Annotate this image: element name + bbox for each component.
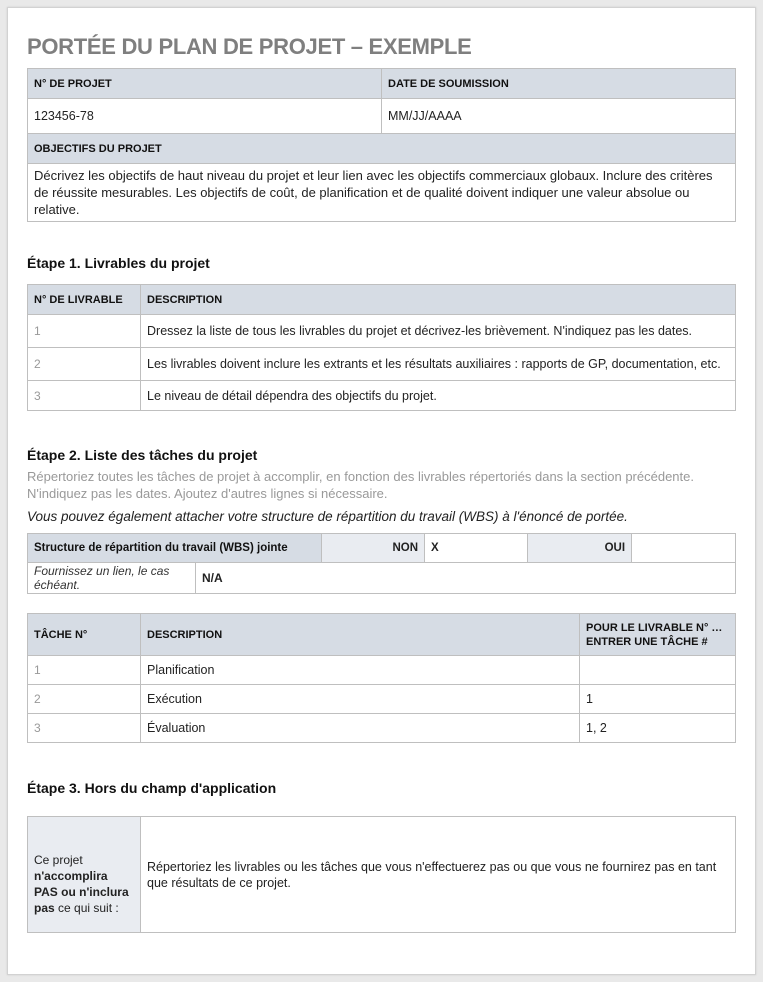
table-row <box>28 714 736 743</box>
task-no: 2 <box>28 685 141 714</box>
task-description[interactable]: Exécution <box>141 685 580 714</box>
out-of-scope-label-bold: n'accomplira PAS ou n'inclura pas <box>34 868 129 915</box>
wbs-note: Vous pouvez également attacher votre structure de répartition du travail (WBS) à l'énoncé de portée. <box>27 509 628 524</box>
deliverable-description[interactable]: Dressez la liste de tous les livrables du projet et décrivez-les brièvement. N'indiquez pas les dates. <box>141 315 736 348</box>
task-no-header: TÂCHE N° <box>28 614 141 656</box>
page-title: PORTÉE DU PLAN DE PROJET – EXEMPLE <box>27 34 472 59</box>
task-deliverable-header: POUR LE LIVRABLE N° … ENTRER UNE TÂCHE # <box>580 614 736 656</box>
table-row <box>28 656 736 685</box>
tasks-table <box>27 613 736 743</box>
project-info-table <box>27 68 736 222</box>
deliverable-description[interactable]: Les livrables doivent inclure les extrants et les résultats auxiliaires : rapports de GP, documentation, etc. <box>141 348 736 381</box>
table-row <box>28 348 736 381</box>
step3-heading: Étape 3. Hors du champ d'application <box>27 780 277 796</box>
task-desc-header: DESCRIPTION <box>141 614 580 656</box>
wbs-table <box>27 533 736 594</box>
document-page <box>7 7 756 975</box>
out-of-scope-field[interactable]: Répertoriez les livrables ou les tâches que vous n'effectuerez pas ou que vous ne fournirez pas en tant que résultats de ce projet. <box>141 817 736 933</box>
project-no-label: N° DE PROJET <box>28 69 382 99</box>
step2-instructions: Répertoriez toutes les tâches de projet à accomplir, en fonction des livrables répertoriés dans la section précédente. N'indiquez pas les dates. Ajoutez d'autres lignes si nécessaire. <box>27 469 694 501</box>
deliverable-no-header: N° DE LIVRABLE <box>28 285 141 315</box>
deliverable-no: 2 <box>28 348 141 381</box>
objectives-label: OBJECTIFS DU PROJET <box>28 134 736 164</box>
submission-date-label: DATE DE SOUMISSION <box>382 69 736 99</box>
task-description[interactable]: Évaluation <box>141 714 580 743</box>
step1-heading: Étape 1. Livrables du projet <box>27 255 210 271</box>
objectives-field[interactable]: Décrivez les objectifs de haut niveau du projet et leur lien avec les objectifs commerciaux globaux. Inclure des critères de réussite mesurables. Les objectifs de coût, de planification et de qualité doivent indiquer une valeur absolue ou relative. <box>28 164 736 222</box>
task-no: 3 <box>28 714 141 743</box>
submission-date-field[interactable]: MM/JJ/AAAA <box>382 99 736 134</box>
wbs-link-field[interactable]: N/A <box>196 563 736 594</box>
task-description[interactable]: Planification <box>141 656 580 685</box>
table-row <box>28 381 736 411</box>
deliverable-desc-header: DESCRIPTION <box>141 285 736 315</box>
deliverable-no: 3 <box>28 381 141 411</box>
deliverable-no: 1 <box>28 315 141 348</box>
deliverable-description[interactable]: Le niveau de détail dépendra des objectifs du projet. <box>141 381 736 411</box>
task-deliverable[interactable]: 1 <box>580 685 736 714</box>
out-of-scope-table <box>27 816 736 933</box>
wbs-no-label: NON <box>322 534 425 563</box>
task-deliverable[interactable] <box>580 656 736 685</box>
out-of-scope-label-part1: Ce projet <box>34 852 83 867</box>
task-deliverable[interactable]: 1, 2 <box>580 714 736 743</box>
wbs-attached-label: Structure de répartition du travail (WBS) jointe <box>28 534 322 563</box>
task-no: 1 <box>28 656 141 685</box>
wbs-link-label: Fournissez un lien, le cas échéant. <box>28 563 196 594</box>
wbs-yes-label: OUI <box>528 534 632 563</box>
project-no-field[interactable]: 123456-78 <box>28 99 382 134</box>
deliverables-table <box>27 284 736 411</box>
step2-heading: Étape 2. Liste des tâches du projet <box>27 447 258 463</box>
out-of-scope-label <box>28 817 141 933</box>
out-of-scope-label-part2: ce qui suit : <box>54 900 119 915</box>
table-row <box>28 685 736 714</box>
table-row <box>28 315 736 348</box>
wbs-yes-checkbox[interactable] <box>632 534 736 563</box>
wbs-no-checkbox[interactable]: X <box>425 534 528 563</box>
